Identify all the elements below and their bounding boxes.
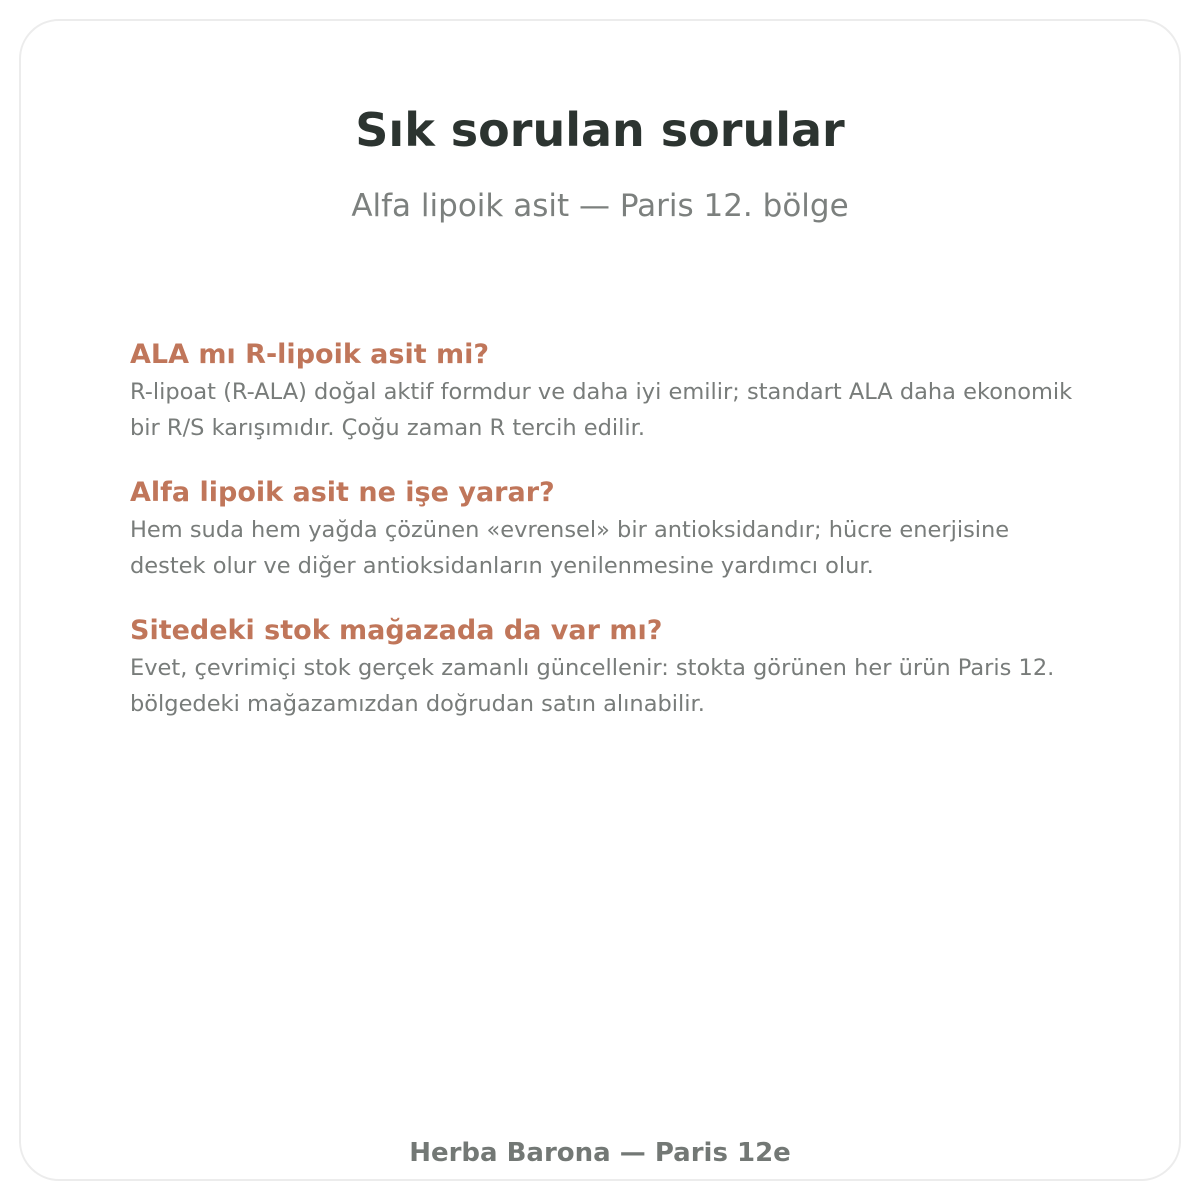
faq-question: ALA mı R-lipoik asit mi?	[130, 339, 490, 370]
page-title: Sık sorulan sorular	[355, 103, 845, 157]
faq-answer: R-lipoat (R-ALA) doğal aktif formdur ve daha iyi emilir; standart ALA daha ekonomik bir R/S karışımıdır. Çoğu zaman R tercih edilir.	[130, 379, 1073, 441]
faq-answer: Evet, çevrimiçi stok gerçek zamanlı güncellenir: stokta görünen her ürün Paris 12. bölgedeki mağazamızdan doğrudan satın alınabilir.	[130, 655, 1055, 717]
faq-item	[130, 474, 1090, 584]
faq-item	[130, 336, 1090, 446]
faq-question: Sitedeki stok mağazada da var mı?	[130, 615, 663, 646]
page-subtitle: Alfa lipoik asit — Paris 12. bölge	[351, 188, 849, 224]
faq-item	[130, 612, 1090, 722]
faq-question: Alfa lipoik asit ne işe yarar?	[130, 477, 555, 508]
faq-answer: Hem suda hem yağda çözünen «evrensel» bir antioksidandır; hücre enerjisine destek olur ve diğer antioksidanların yenilenmesine yardımcı olur.	[130, 517, 1010, 579]
footer-brand: Herba Barona — Paris 12e	[409, 1138, 791, 1168]
